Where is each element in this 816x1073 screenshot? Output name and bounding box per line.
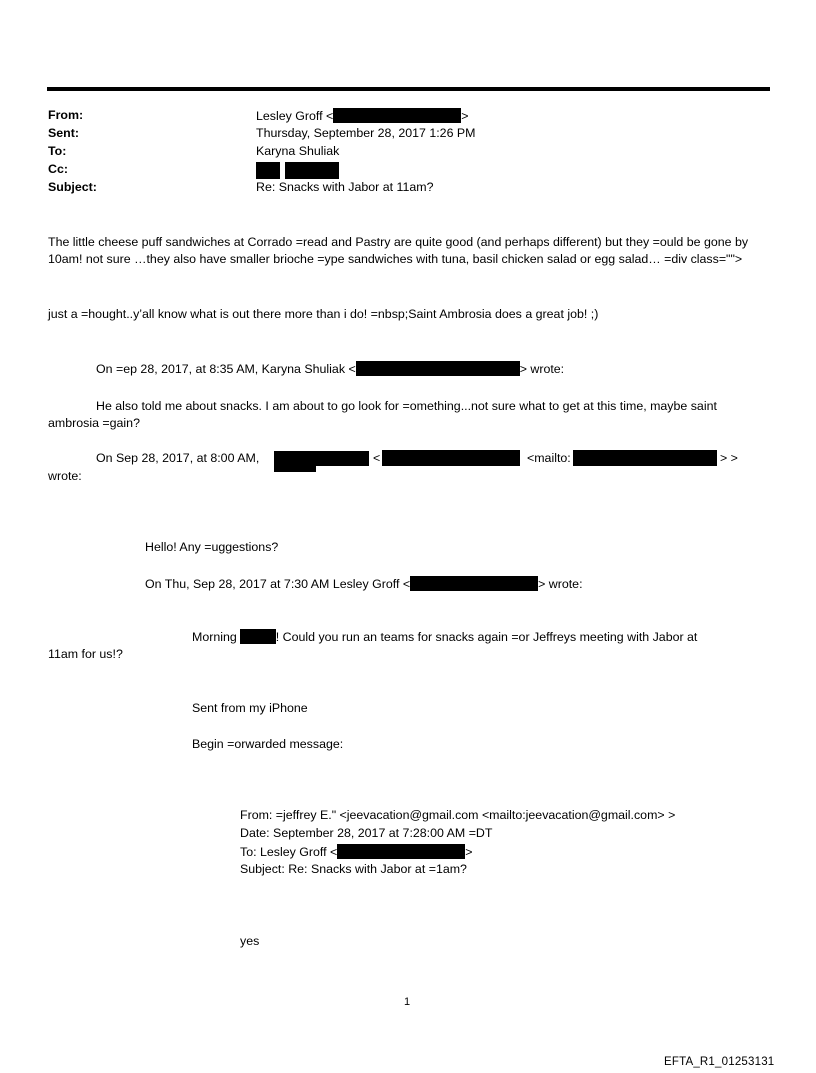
quote3-morning-prefix: Morning <box>192 630 237 644</box>
quote1-intro-suffix: > wrote: <box>519 362 565 376</box>
fwd-from: From: =jeffrey E." <jeevacation@gmail.com <mailto:jeevacation@gmail.com> > <box>240 808 676 822</box>
quote1-intro-prefix: On =ep 28, 2017, at 8:35 AM, Karyna Shuliak < <box>96 362 356 376</box>
from-value <box>256 108 469 123</box>
quote2-close: > > <box>720 451 738 465</box>
document-id: EFTA_R1_01253131 <box>664 1056 775 1068</box>
cc-value <box>256 162 339 179</box>
body-paragraph-1: The little cheese puff sandwiches at Corrado =read and Pastry are quite good (and perhaps different) but they =ould be gone by 10am! not sure …they also have smaller brioche =ype sandwiches with tuna, basil chicken salad or egg salad… =div class=""> <box>48 235 749 266</box>
subject-label: Subject: <box>48 180 97 194</box>
quote3-intro-suffix: > wrote: <box>538 577 583 591</box>
redaction-block <box>337 844 465 859</box>
sent-from-iphone: Sent from my iPhone <box>192 701 308 715</box>
quote3-intro <box>145 576 583 591</box>
cc-label: Cc: <box>48 162 68 176</box>
quote3-morning-cont: 11am for us!? <box>48 647 123 661</box>
redaction-block <box>356 361 520 376</box>
to-label: To: <box>48 144 67 158</box>
quote3-morning <box>192 629 697 644</box>
redaction-block <box>240 629 276 644</box>
redaction-block <box>573 450 717 466</box>
quote2-intro-prefix: On Sep 28, 2017, at 8:00 AM, <box>96 451 260 465</box>
quote1-text: He also told me about snacks. I am about to go look for =omething...not sure what to get at this time, maybe saint ambrosia =gain? <box>48 399 717 430</box>
body-paragraph-2: just a =hought..y’all know what is out there more than i do! =nbsp;Saint Ambrosia does a great job! ;) <box>48 307 599 321</box>
header-rule <box>47 87 770 91</box>
from-label: From: <box>48 108 84 122</box>
sent-value: Thursday, September 28, 2017 1:26 PM <box>256 126 476 140</box>
page-number: 1 <box>404 996 411 1008</box>
begin-forwarded: Begin =orwarded message: <box>192 737 344 751</box>
quote2-wrote: wrote: <box>48 469 82 483</box>
fwd-reply: yes <box>240 934 260 948</box>
from-name: Lesley Groff < <box>256 109 334 123</box>
from-close: > <box>461 109 469 123</box>
quote2-intro <box>96 451 259 465</box>
fwd-date: Date: September 28, 2017 at 7:28:00 AM =DT <box>240 826 493 840</box>
fwd-to-suffix: > <box>465 845 473 859</box>
quote2-hello: Hello! Any =uggestions? <box>145 540 279 554</box>
quote3-intro-prefix: On Thu, Sep 28, 2017 at 7:30 AM Lesley Groff < <box>145 577 411 591</box>
fwd-to-prefix: To: Lesley Groff < <box>240 845 338 859</box>
redaction-block <box>410 576 538 591</box>
fwd-to <box>240 844 472 859</box>
redaction-block <box>382 450 520 466</box>
quote1-intro <box>96 361 564 376</box>
subject-value: Re: Snacks with Jabor at 11am? <box>256 180 434 194</box>
redaction-block <box>274 464 316 472</box>
quote3-morning-suffix: ! Could you run an teams for snacks again =or Jeffreys meeting with Jabor at <box>275 630 698 644</box>
sent-label: Sent: <box>48 126 79 140</box>
quote2-mailto: <mailto: <box>527 451 571 465</box>
redaction-block <box>256 162 280 179</box>
fwd-subject: Subject: Re: Snacks with Jabor at =1am? <box>240 862 467 876</box>
redaction-block <box>333 108 461 123</box>
to-value: Karyna Shuliak <box>256 144 340 158</box>
redaction-block <box>285 162 339 179</box>
quote2-lt: < <box>373 451 381 465</box>
